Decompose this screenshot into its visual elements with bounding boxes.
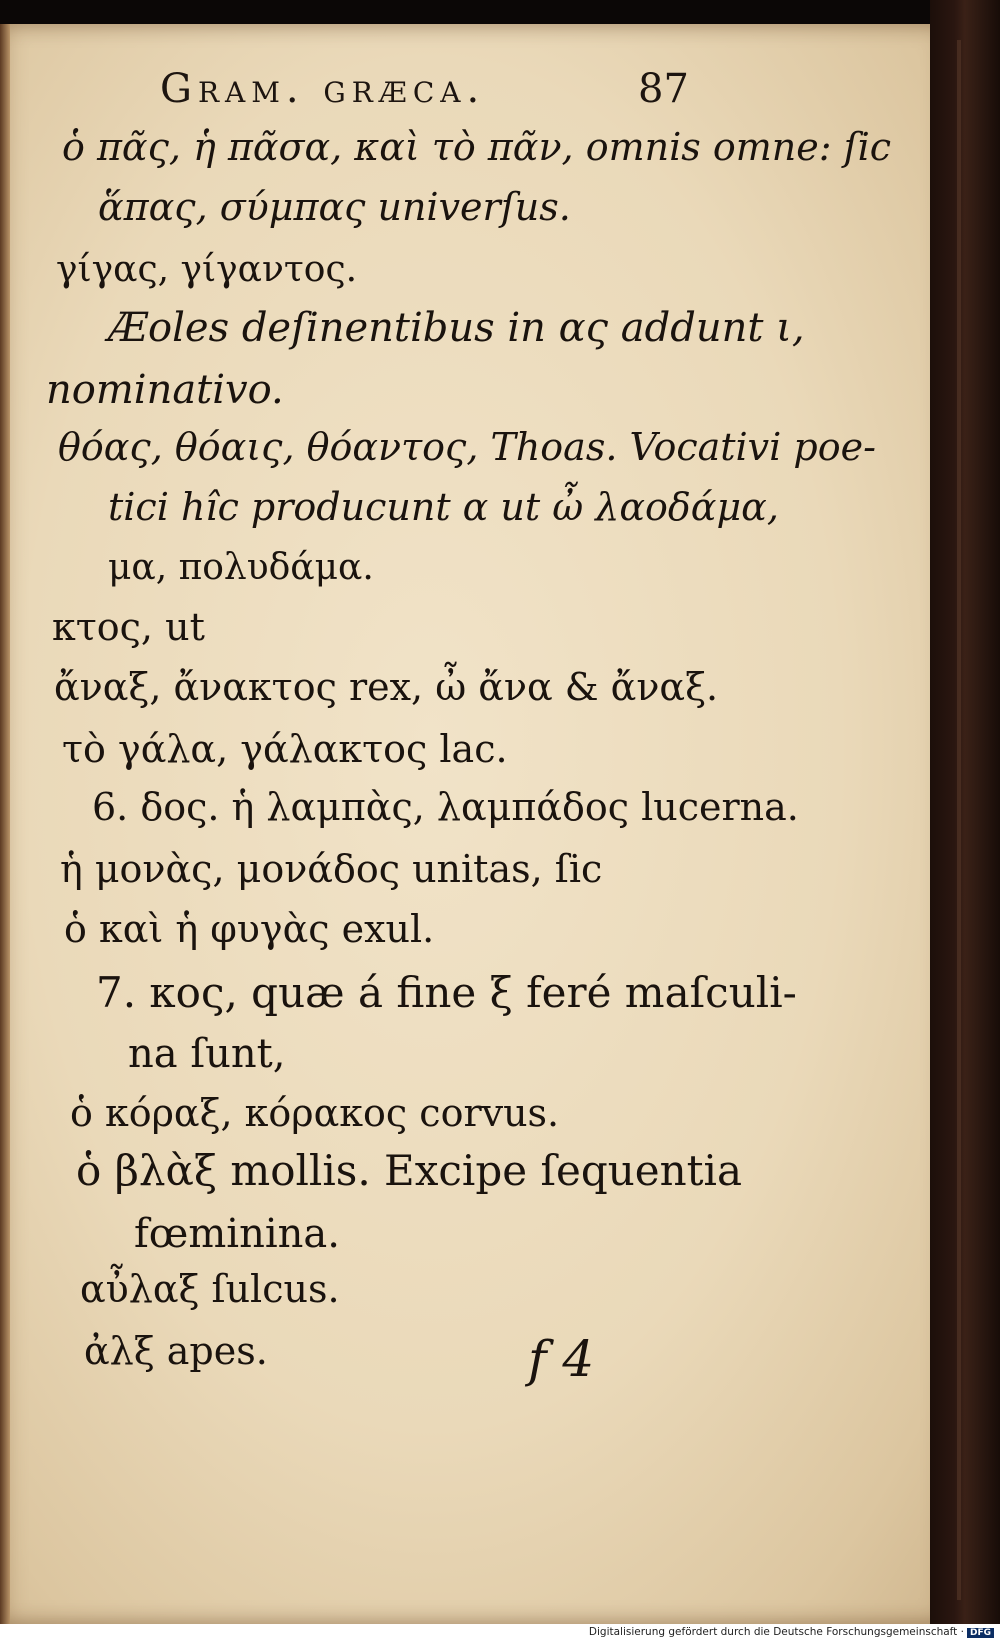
text-line-3: γίγας, γίγαντος. (56, 249, 358, 290)
text-line-13: ἡ μονὰς, μονάδος unitas, ſic (60, 847, 603, 891)
page-number: 87 (638, 66, 689, 112)
text-line-2: ἅπας, σύμπας univerſus. (98, 185, 571, 229)
text-line-5: nominativo. (46, 367, 284, 413)
text-line-7: tici hîc producunt α ut ὦ λαοδάμα, (108, 485, 779, 529)
text-line-6: θόας, θόαις, θόαντος, Thoas. Vocativi poe- (58, 425, 876, 469)
text-line-18: ὁ βλὰξ mollis. Excipe ſequentia (76, 1146, 743, 1195)
text-line-10: ἄναξ, ἄνακτος rex, ὦ ἄνα & ἄναξ. (54, 665, 719, 709)
text-line-15: 7. κος, quæ á fine ξ feré maſculi- (96, 968, 797, 1017)
credit-text: Digitalisierung gefördert durch die Deutsche Forschungsgemeinschaft · (588, 1626, 964, 1638)
text-line-12: 6. δος. ἡ λαμπὰς, λαμπάδος lucerna. (92, 785, 799, 829)
text-line-16: na ſunt, (128, 1031, 286, 1077)
dfg-logo: DFG (967, 1628, 994, 1638)
digitization-credit (589, 1626, 994, 1638)
text-line-1: ὁ πᾶς, ἡ πᾶσα, καὶ τὸ πᾶν, omnis omne: ſic (62, 125, 892, 169)
page-edge (0, 24, 10, 1624)
book-binding (930, 0, 1000, 1642)
text-line-19: fœminina. (134, 1211, 340, 1257)
binding-edge (957, 40, 961, 1600)
signature-mark: f 4 (528, 1330, 595, 1388)
text-line-9: κτος, ut (52, 605, 205, 649)
text-line-14: ὁ καὶ ἡ φυγὰς exul. (64, 907, 435, 951)
text-line-4: Æoles deſinentibus in ας addunt ι, (108, 305, 805, 351)
running-title: Gram. græca. (160, 66, 486, 112)
text-line-8: μα, πολυδάμα. (108, 547, 374, 588)
text-line-11: τὸ γάλα, γάλακτος lac. (62, 727, 508, 771)
text-line-17: ὁ κόραξ, κόρακος corvus. (70, 1091, 560, 1135)
text-line-20: αὖλαξ ſulcus. (80, 1267, 340, 1311)
text-line-21: ἀλξ apes. (84, 1329, 268, 1373)
